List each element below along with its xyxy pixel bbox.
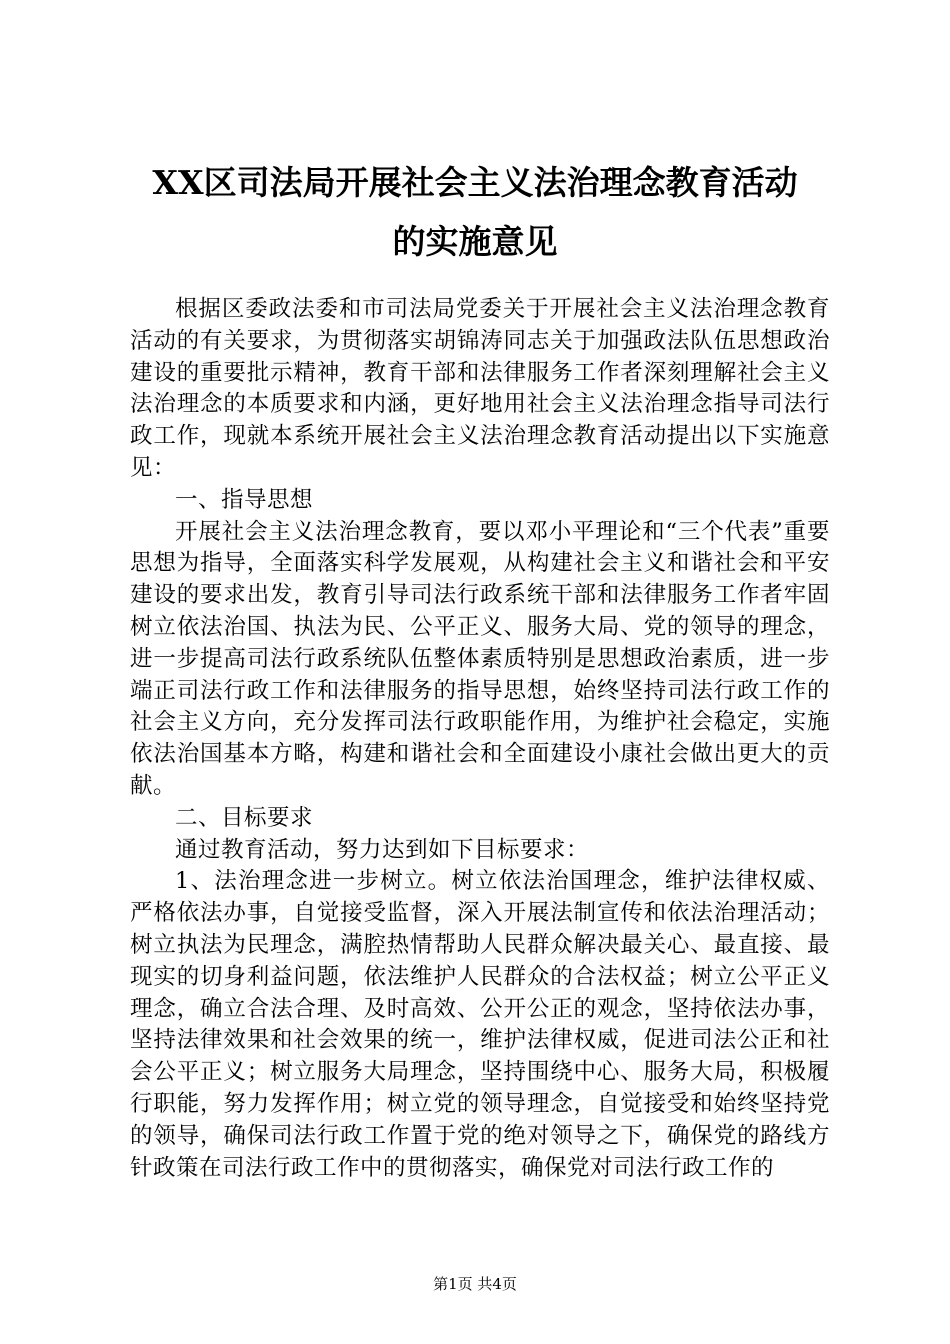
paragraph-guiding-thought: 开展社会主义法治理念教育，要以邓小平理论和“三个代表”重要思想为指导，全面落实科学发展观，从构建社会主义和谐社会和平安建设的要求出发，教育引导司法行政系统干部和法律服务工作者牢固树立依法治国、执法为民、公平正义、服务大局、党的领导的理念，进一步提高司法行政系统队伍整体素质特别是思想政治素质，进一步端正司法行政工作和法律服务的指导思想，始终坚持司法行政工作的社会主义方向，充分发挥司法行政职能作用，为维护社会稳定，实施依法治国基本方略，构建和谐社会和全面建设小康社会做出更大的贡献。 (130, 518, 830, 799)
section-heading-goals: 二、目标要求 (175, 804, 314, 831)
document-title-line-2: 的实施意见 (392, 222, 558, 261)
paragraph-goal-1: 1、法治理念进一步树立。树立依法治国理念，维护法律权威、严格依法办事，自觉接受监督，深入开展法制宣传和依法治理活动；树立执法为民理念，满腔热情帮助人民群众解决最关心、最直接、最现实的切身利益问题，依法维护人民群众的合法权益；树立公平正义理念，确立合法合理、及时高效、公开公正的观念，坚持依法办事，坚持法律效果和社会效果的统一，维护法律权威，促进司法公正和社会公平正义；树立服务大局理念，坚持围绕中心、服务大局，积极履行职能，努力发挥作用；树立党的领导理念，自觉接受和始终坚持党的领导，确保司法行政工作置于党的绝对领导之下，确保党的路线方针政策在司法行政工作中的贯彻落实，确保党对司法行政工作的 (130, 868, 830, 1181)
page-footer: 第1页 共4页 (433, 1275, 517, 1293)
paragraph-intro: 根据区委政法委和市司法局党委关于开展社会主义法治理念教育活动的有关要求，为贯彻落实胡锦涛同志关于加强政法队伍思想政治建设的重要批示精神，教育干部和法律服务工作者深刻理解社会主义法治理念的本质要求和内涵，更好地用社会主义法治理念指导司法行政工作，现就本系统开展社会主义法治理念教育活动提出以下实施意见： (130, 296, 830, 481)
document-body (130, 294, 830, 1184)
paragraph-goals-lead: 通过教育活动，努力达到如下目标要求： (175, 836, 590, 863)
section-heading-guiding-thought: 一、指导思想 (175, 486, 314, 513)
document-title-line-1: XX区司法局开展社会主义法治理念教育活动 (152, 163, 798, 202)
